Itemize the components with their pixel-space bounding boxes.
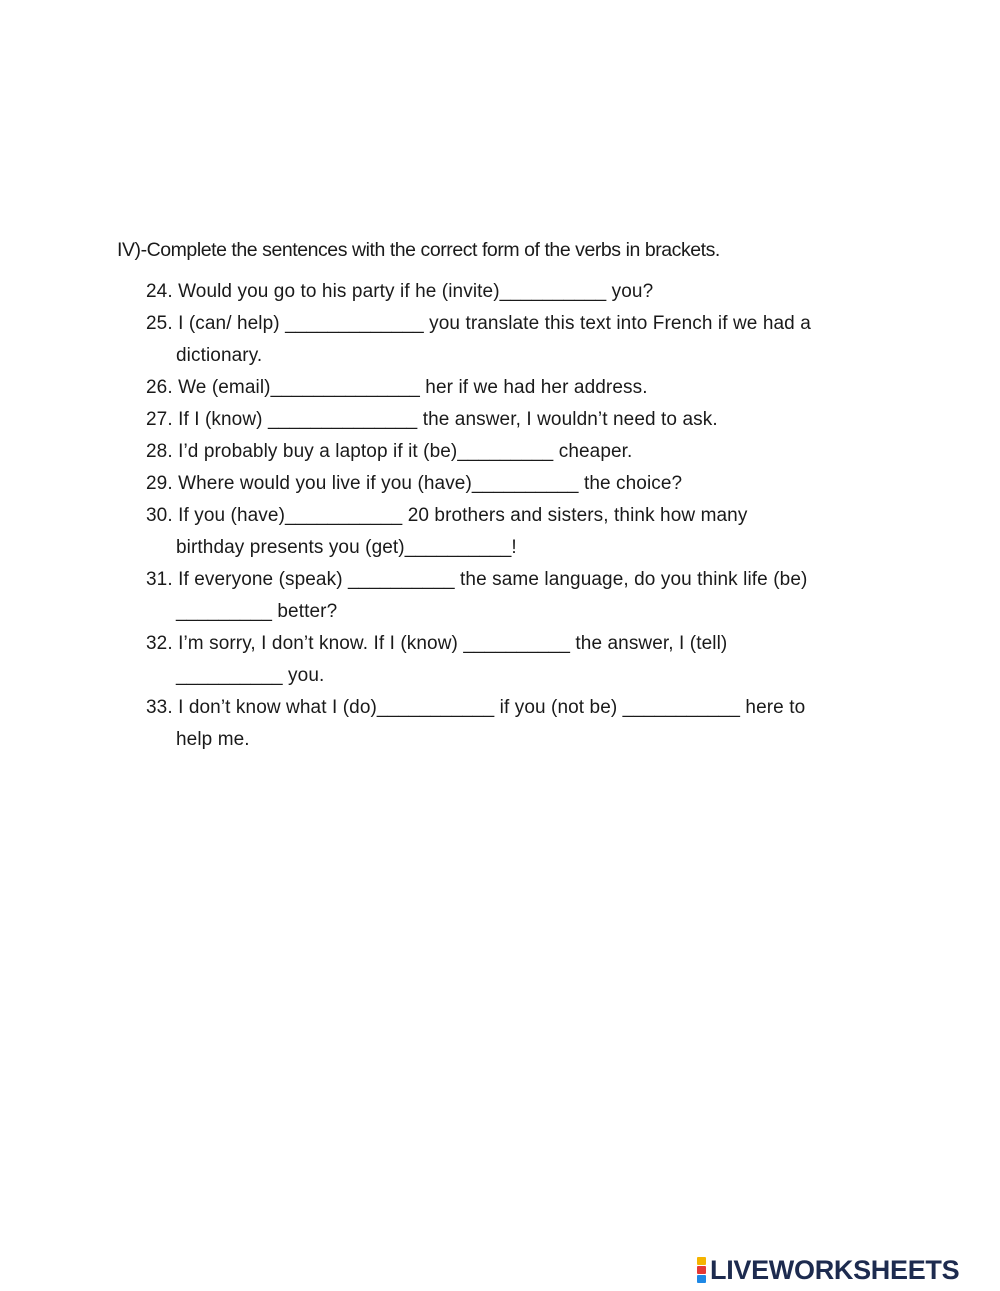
logo-blocks-icon	[697, 1257, 706, 1283]
item-24-line-1: 24. Would you go to his party if he (invite)__________ you?	[146, 281, 654, 302]
liveworksheets-logo	[697, 1256, 959, 1284]
instruction-heading: IV)-Complete the sentences with the correct form of the verbs in brackets.	[117, 239, 720, 261]
list-item	[146, 276, 906, 308]
list-item	[146, 628, 906, 692]
list-item	[146, 500, 906, 564]
list-item	[146, 692, 906, 756]
item-25-line-1: 25. I (can/ help) _____________ you translate this text into French if we had a	[146, 313, 811, 334]
logo-block-yellow	[697, 1257, 706, 1265]
list-item	[146, 308, 906, 372]
item-30-line-1: 30. If you (have)___________ 20 brothers and sisters, think how many	[146, 505, 748, 526]
item-25-line-2: dictionary.	[176, 345, 263, 366]
item-27-line-1: 27. If I (know) ______________ the answer, I wouldn’t need to ask.	[146, 409, 718, 430]
logo-text: LIVEWORKSHEETS	[710, 1255, 960, 1285]
list-item	[146, 436, 906, 468]
item-33-line-2: help me.	[176, 729, 250, 750]
logo-block-blue	[697, 1275, 706, 1283]
list-item	[146, 564, 906, 628]
list-item	[146, 404, 906, 436]
item-30-line-2: birthday presents you (get)__________!	[176, 537, 517, 558]
exercise-list	[146, 276, 906, 756]
list-item	[146, 468, 906, 500]
item-26-line-1: 26. We (email)______________ her if we had her address.	[146, 377, 648, 398]
logo-block-red	[697, 1266, 706, 1274]
item-31-line-2: _________ better?	[176, 601, 338, 622]
item-28-line-1: 28. I’d probably buy a laptop if it (be)_________ cheaper.	[146, 441, 633, 462]
item-32-line-1: 32. I’m sorry, I don’t know. If I (know) __________ the answer, I (tell)	[146, 633, 728, 654]
list-item	[146, 372, 906, 404]
item-32-line-2: __________ you.	[176, 665, 325, 686]
item-29-line-1: 29. Where would you live if you (have)__________ the choice?	[146, 473, 683, 494]
item-33-line-1: 33. I don’t know what I (do)___________ if you (not be) ___________ here to	[146, 697, 806, 718]
item-31-line-1: 31. If everyone (speak) __________ the same language, do you think life (be)	[146, 569, 808, 590]
